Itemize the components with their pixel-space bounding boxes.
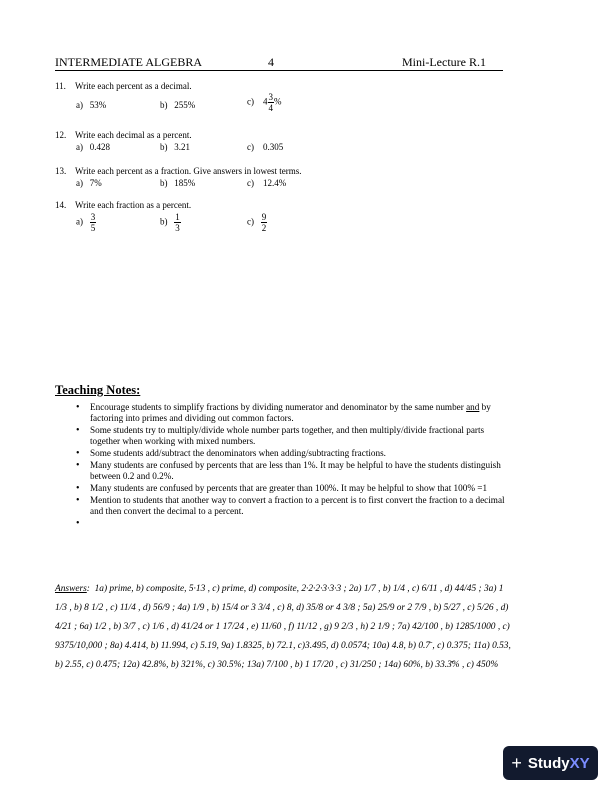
fraction: $\frac{1}{3}$ (175, 212, 180, 233)
list-item: • Mention to students that another way to convert a fraction to a percent is to first convert the fraction to a decimal and then convert the decimal to a percent. (76, 495, 516, 517)
question-number: 14. (55, 200, 67, 210)
question-number: 12. (55, 130, 67, 140)
question-number: 11. (55, 81, 66, 91)
option-b: b) 185% (160, 178, 196, 188)
option-b: b) 3.21 (160, 142, 190, 152)
option-c: c) 12.4% (247, 178, 287, 188)
question-13 (55, 166, 302, 177)
list-item: • Many students are confused by percents that are greater than 100%. It may be helpful to show that 100% =1 (76, 483, 516, 494)
option-a: a) 53% (76, 100, 107, 110)
option-c: c) 0.305 (247, 142, 284, 152)
question-prompt: Write each percent as a fraction. Give answers in lowest terms. (75, 166, 302, 176)
option-b: b) $\frac{1}{3}$ (160, 212, 180, 233)
answers-label: Answers (55, 584, 87, 594)
teaching-notes-list (76, 402, 516, 518)
lecture-title: Mini-Lecture R.1 (402, 55, 486, 69)
option-a: a) $\frac{3}{5}$ (76, 212, 96, 233)
option-c: c) 4 $\frac{3}{4}$ % (247, 92, 282, 113)
fraction: $\frac{9}{2}$ (261, 212, 267, 233)
answers-block: Answers: 1a) prime, b) composite, 5·13 , c) prime, d) composite, 2·2·2·3·3·3 ; 2a) 1/7 , b) 1/4 , c) 6/11 , d) 44/45 ; 3a) 1 1/3 , b) 8 1/2 , c) 11/4 , d) 56/9 ; 4a) 1/9 , b) 15/4 or 3 3/4 , c) 8, d) 35/8 or 4 3/8 ; 5a) 25/9 or 2 7/9 , b) 5/27 , c) 5/26 , d) 4/21 ; 6a) 1/2 , b) 3/7 , c) 1/6 , d) 41/24 or 1 17/24 , e) 11/60 , f) 11/12 , g) 9 2/3 , h) 2 1/9 ; 7a) 42/100 , b) 1285/1000 , c) 9375/10,000 ; 8a) 4.414, b) 11.994, c) 5.19, 9a) 1.8325, b) 72.1, c)3.495, d) 0.0574; 10a) 4.8, b) 0.7̄ , c) 0.375; 11a) 0.53, b) 2.55, c) 0.475; 12a) 42.8%, b) 321%, c) 30.5%; 13a) 7/100 , b) 1 17/20 , c) 31/250 ; 14a) 60%, b) 33.3̄% , c) 450% (55, 584, 511, 670)
fraction: $\frac{3}{4}$ (268, 92, 273, 113)
studyxy-badge[interactable] (503, 746, 598, 780)
question-prompt: Write each percent as a decimal. (75, 81, 192, 91)
question-11 (55, 81, 192, 92)
question-14 (55, 200, 191, 211)
list-item: • Encourage students to simplify fractions by dividing numerator and denominator by the same number and by factoring into primes and dividing out common factors. (76, 402, 516, 424)
course-title: INTERMEDIATE ALGEBRA (55, 55, 202, 69)
header-rule (55, 70, 503, 71)
list-item: • Many students are confused by percents that are less than 1%. It may be helpful to have the students distinguish between 0.2 and 0.2%. (76, 460, 516, 482)
plus-icon: + (511, 752, 522, 773)
option-a: a) 0.428 (76, 142, 110, 152)
option-b: b) 255% (160, 100, 196, 110)
page-number: 4 (268, 55, 274, 69)
teaching-notes-title: Teaching Notes: (55, 383, 141, 397)
question-number: 13. (55, 166, 67, 176)
fraction: $\frac{3}{5}$ (90, 212, 96, 233)
brand-name-part2: XY (569, 754, 590, 772)
question-prompt: Write each decimal as a percent. (75, 130, 192, 140)
option-a: a) 7% (76, 178, 102, 188)
list-item: • Some students add/subtract the denominators when adding/subtracting fractions. (76, 448, 516, 459)
question-prompt: Write each fraction as a percent. (75, 200, 192, 210)
option-c: c) $\frac{9}{2}$ (247, 212, 267, 233)
brand-name-part1: Study (527, 754, 570, 772)
list-item: • Some students try to multiply/divide whole number parts together, and then multiply/divide fractional parts together when working with mixed numbers. (76, 425, 516, 447)
mixed-whole: 4 (263, 96, 268, 107)
question-12 (55, 130, 192, 141)
answers-text: 1a) prime, b) composite, 5·13 , c) prime, d) composite, 2·2·2·3·3·3 ; 2a) 1/7 , b) 1/4 , c) 6/11 , d) 44/45 ; 3a) 1 1/3 , b) 8 1/2 , c) 11/4 , d) 56/9 ; 4a) 1/9 , b) 15/4 or 3 3/4 , c) 8, d) 35/8 or 4 3/8 ; 5a) 25/9 or 2 7/9 , b) 5/27 , c) 5/26 , d) 4/21 ; 6a) 1/2 , b) 3/7 , c) 1/6 , d) 41/24 or 1 17/24 , e) 11/60 , f) 11/12 , g) 9 2/3 , h) 2 1/9 ; 7a) 42/100 , b) 1285/1000 , c) 9375/10,000 ; 8a) 4.414, b) 11.994, c) 5.19, 9a) 1.8325, b) 72.1, c)3.495, d) 0.0574; 10a) 4.8, b) 0.7̄ , c) 0.375; 11a) 0.53, b) 2.55, c) 0.475; 12a) 42.8%, b) 321%, c) 30.5%; 13a) 7/100 , b) 1 17/20 , c) 31/250 ; 14a) 60%, b) 33.3̄% , c) 450% (55, 584, 511, 670)
